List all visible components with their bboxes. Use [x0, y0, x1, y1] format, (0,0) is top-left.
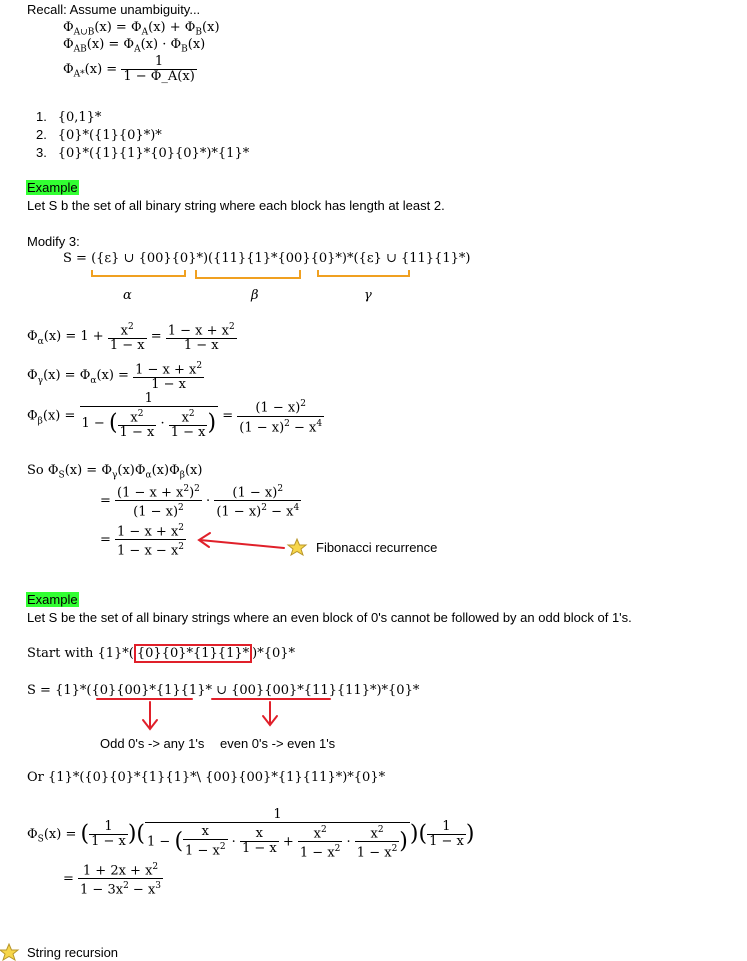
gamma-label: γ [364, 288, 372, 303]
highlight-box: {0}{0}*{1}{1}* [134, 644, 252, 663]
phi-beta: $\Phi_\beta(x)$ = 1 1 − ( $\frac{x^2}{1 - x}$ · $\frac{x^2}{1 - x}$ ) = $\frac{(1 - x)^2}{(1 - x)^2 - x^4}$ [27, 391, 323, 441]
phi-alpha: $\Phi_\alpha(x) = 1$ + $\frac{x^2}{1 - x}$ = $\frac{1 - x + x^2}{1 - x}$ [27, 322, 235, 354]
so-result: = $\frac{1 - x + x^2}{1 - x - x^2}$ [100, 523, 185, 559]
start-with-line: Start with {1}*( {0}{0}*{1}{1}* )*{0}* [27, 646, 296, 661]
eq-product: $\Phi_{AB}(x) = \Phi_A(x) \cdot \Phi_B(x)$ [63, 37, 206, 55]
fibonacci-note: Fibonacci recurrence [316, 540, 438, 555]
phi-s: $\Phi_S(x)$ = ( $\frac{1}{1 - x}$ )( 1 1 − ( $\frac{x}{1 - x^2}$ · $\frac{x}{1 - x}$ + $\frac{x^2}{1 - x^2}$ · $\frac{x^2}{1 - x^2}$ ) )( $\frac{1}{1 - x}$ ) [27, 807, 475, 861]
even-note: even 0's -> even 1's [220, 736, 336, 751]
eq-star: $\Phi_{A*}(x)$ = $\frac{1}{1 - \Phi\_A(x)}$ [63, 54, 195, 84]
footer-note: String recursion [27, 945, 119, 960]
list-item: 1. {0,1}* [36, 109, 102, 125]
so-line: So $\Phi_S(x) = \Phi_\gamma(x)\Phi_\alpha(x)\Phi_\beta(x)$ [27, 463, 203, 481]
eq-union: $\Phi_{A\cup B}(x) = \Phi_A(x) + \Phi_B(x)$ [63, 20, 220, 38]
example-description-2: Let S be the set of all binary strings where an even block of 0's cannot be followed by an odd block of 1's. [27, 610, 632, 625]
list-item: 3. {0}*({1}{1}*{0}{0}*)*{1}* [36, 145, 250, 161]
example-description: Let S b the set of all binary string where each block has length at least 2. [27, 198, 445, 213]
recall-title: Recall: Assume unambiguity... [27, 2, 201, 17]
alpha-label: α [123, 288, 132, 303]
example-label-2: Example [27, 592, 78, 607]
phi-s-result: = $\frac{1 + 2x + x^2}{1 - 3x^2 - x^3}$ [63, 862, 162, 898]
s-equation-1: S = ({ε} ∪ {00}{0}*)({11}{1}*{00}{0}*)*({ε} ∪ {11}{1}*) [63, 251, 471, 266]
phi-gamma: $\Phi_\gamma(x) = \Phi_\alpha(x)$ = $\frac{1 - x + x^2}{1 - x}$ [27, 361, 203, 393]
so-step: = $\frac{(1 - x + x^2)^2}{(1 - x)^2}$ · $\frac{(1 - x)^2}{(1 - x)^2 - x^4}$ [100, 484, 300, 520]
list-item: 2. {0}*({1}{0}*)* [36, 127, 162, 143]
beta-label: β [251, 288, 259, 303]
or-line: Or {1}*({0}{0}*{1}{1}*\ {00}{00}*{1}{11}*)*{0}* [27, 770, 386, 785]
odd-note: Odd 0's -> any 1's [100, 736, 205, 751]
example-label: Example [27, 180, 78, 195]
star-icon [0, 944, 18, 960]
modify-label: Modify 3: [27, 234, 80, 249]
s-equation-2: S = {1}*({0}{00}*{1}{1}* ∪ {00}{00}*{11}{11}*)*{0}* [27, 683, 420, 698]
